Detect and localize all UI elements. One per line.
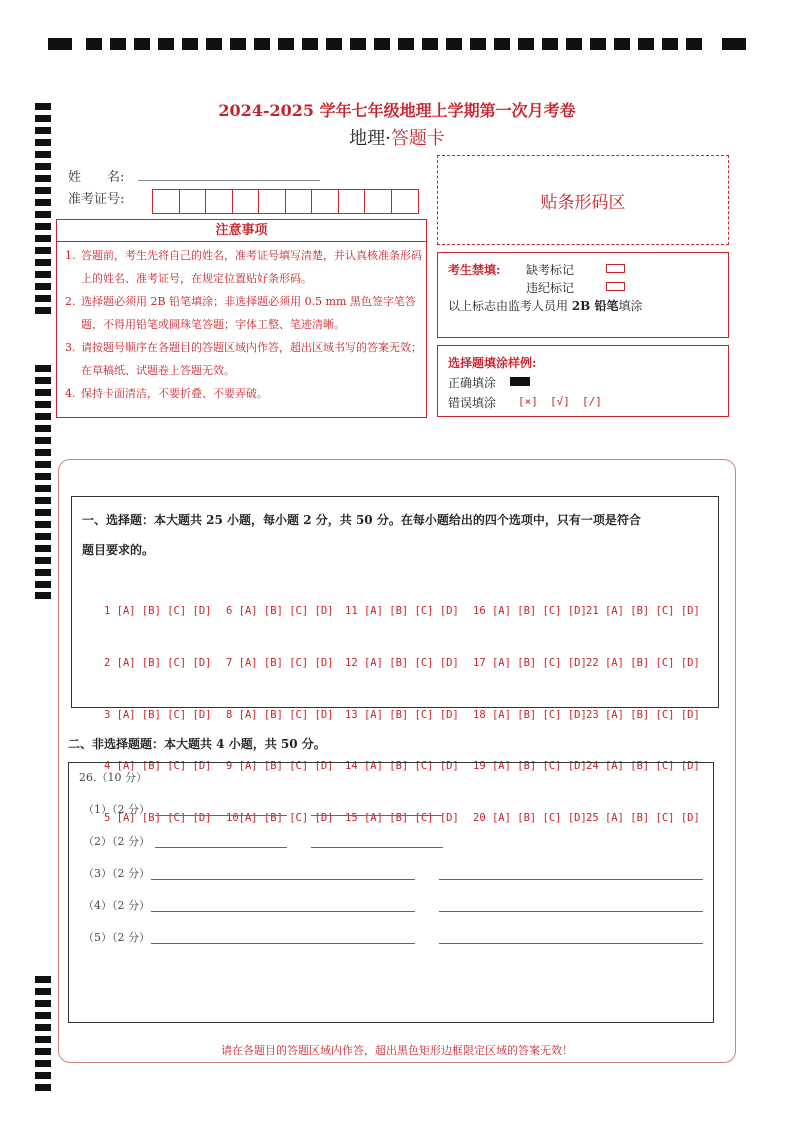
- mc-question-row[interactable]: 8 [A] [B] [C] [D]: [226, 708, 334, 721]
- part-label: （3）（2 分）: [83, 867, 150, 880]
- exam-id-boxes[interactable]: [152, 189, 419, 214]
- question-26-label: 26.（10 分）: [79, 771, 147, 784]
- mc-question-row[interactable]: 14 [A] [B] [C] [D]: [345, 760, 459, 773]
- id-digit-box[interactable]: [180, 190, 207, 213]
- id-digit-box[interactable]: [206, 190, 233, 213]
- part-label: （5）（2 分）: [83, 931, 150, 944]
- footer-warning: 请在各题目的答题区域内作答，超出黑色矩形边框限定区域的答案无效！: [221, 1044, 573, 1057]
- mc-question-row[interactable]: 24 [A] [B] [C] [D]: [586, 760, 700, 773]
- id-digit-box[interactable]: [365, 190, 392, 213]
- top-timing-marks: [48, 38, 746, 52]
- notice-item: 2. 选择题必须用 2B 铅笔填涂；非选择题必须用 0.5 mm 黑色签字笔答题，不得用铅笔或圆珠笔答题；字体工整、笔迹清晰。: [65, 295, 416, 331]
- mc-question-row[interactable]: 21 [A] [B] [C] [D]: [586, 605, 700, 618]
- notice-box: [56, 219, 427, 418]
- mc-question-row[interactable]: 15 [A] [B] [C] [D]: [345, 811, 459, 824]
- mc-question-row[interactable]: 6 [A] [B] [C] [D]: [226, 605, 334, 618]
- wrong-fill-mark: [√]: [550, 395, 570, 408]
- mc-question-row[interactable]: 3 [A] [B] [C] [D]: [104, 708, 212, 721]
- ban-label: 考生禁填:: [448, 263, 501, 277]
- answer-line[interactable]: [439, 911, 703, 912]
- id-digit-box[interactable]: [153, 190, 180, 213]
- notice-item: 1. 答题前，考生先将自己的姓名，准考证号填写清楚，并认真核准条形码上的姓名、准考证号，在规定位置贴好条形码。: [65, 249, 422, 285]
- subject-label: 地理·: [349, 128, 391, 149]
- mc-question-row[interactable]: 23 [A] [B] [C] [D]: [586, 708, 700, 721]
- answer-line[interactable]: [151, 943, 415, 944]
- exam-id-label: 准考证号:: [68, 192, 125, 207]
- correct-fill-mark: [510, 377, 530, 386]
- mc-question-row[interactable]: 9 [A] [B] [C] [D]: [226, 760, 334, 773]
- correct-fill-label: 正确填涂: [448, 376, 497, 390]
- barcode-area-label: 贴条形码区: [540, 192, 626, 213]
- id-digit-box[interactable]: [286, 190, 313, 213]
- answer-line[interactable]: [439, 879, 703, 880]
- answer-line[interactable]: [155, 847, 287, 848]
- fill-sample-box: [437, 345, 729, 417]
- sample-title: 选择题填涂样例:: [448, 356, 537, 370]
- mc-question-row[interactable]: 22 [A] [B] [C] [D]: [586, 657, 700, 670]
- mc-instruction-line2: 题目要求的。: [82, 543, 155, 557]
- violation-mark-label: 违纪标记: [526, 281, 575, 295]
- mc-question-row[interactable]: 16 [A] [B] [C] [D]: [473, 605, 587, 618]
- id-digit-box[interactable]: [312, 190, 339, 213]
- answer-card-label: 答题卡: [390, 128, 445, 149]
- part-label: （4）（2 分）: [83, 899, 150, 912]
- mc-instruction-line1: 一、选择题：本大题共 25 小题，每小题 2 分，共 50 分。在每小题给出的四个选项中，只有一项是符合: [82, 513, 641, 527]
- answer-line[interactable]: [439, 943, 703, 944]
- name-label: 姓 名:: [68, 170, 125, 185]
- name-field[interactable]: [138, 180, 320, 181]
- examiner-only-box: [437, 252, 729, 338]
- absent-mark-label: 缺考标记: [526, 263, 575, 277]
- mc-question-row[interactable]: 7 [A] [B] [C] [D]: [226, 657, 334, 670]
- id-digit-box[interactable]: [233, 190, 260, 213]
- notice-item: 3. 请按题号顺序在各题目的答题区域内作答，超出区域书写的答案无效；在草稿纸、试题卷上答题无效。: [65, 341, 422, 377]
- id-digit-box[interactable]: [392, 190, 419, 213]
- non-choice-section-title: 二、非选择题题：本大题共 4 小题，共 50 分。: [68, 737, 326, 751]
- mc-question-row[interactable]: 25 [A] [B] [C] [D]: [586, 811, 700, 824]
- part-label: （1）（2 分）: [83, 803, 150, 816]
- absent-mark-box[interactable]: [606, 264, 625, 273]
- part-label: （2）（2 分）: [83, 835, 150, 848]
- answer-line[interactable]: [151, 911, 415, 912]
- id-digit-box[interactable]: [339, 190, 366, 213]
- ban-note: 以上标志由监考人员用 2B 铅笔填涂: [448, 299, 643, 313]
- card-subtitle: [0, 124, 794, 150]
- mc-question-row[interactable]: 12 [A] [B] [C] [D]: [345, 657, 459, 670]
- mc-question-row[interactable]: 5 [A] [B] [C] [D]: [104, 811, 212, 824]
- mc-question-row[interactable]: 13 [A] [B] [C] [D]: [345, 708, 459, 721]
- id-digit-box[interactable]: [259, 190, 286, 213]
- mc-question-row[interactable]: 20 [A] [B] [C] [D]: [473, 811, 587, 824]
- barcode-area: [437, 155, 729, 245]
- question-26-box: [68, 762, 714, 1023]
- answer-line[interactable]: [311, 847, 443, 848]
- mc-question-row[interactable]: 11 [A] [B] [C] [D]: [345, 605, 459, 618]
- wrong-fill-mark: [/]: [582, 395, 602, 408]
- exam-title: 2024-2025 学年七年级地理上学期第一次月考卷: [218, 101, 576, 120]
- mc-question-row[interactable]: 17 [A] [B] [C] [D]: [473, 657, 587, 670]
- mc-question-row[interactable]: 19 [A] [B] [C] [D]: [473, 760, 587, 773]
- answer-line[interactable]: [311, 815, 443, 816]
- mc-question-row[interactable]: 2 [A] [B] [C] [D]: [104, 657, 212, 670]
- mc-question-row[interactable]: 18 [A] [B] [C] [D]: [473, 708, 587, 721]
- mc-question-row[interactable]: 4 [A] [B] [C] [D]: [104, 760, 212, 773]
- answer-line[interactable]: [155, 815, 287, 816]
- notice-title: 注意事项: [57, 220, 426, 242]
- notice-item: 4. 保持卡面清洁，不要折叠、不要弄破。: [65, 387, 268, 400]
- violation-mark-box[interactable]: [606, 282, 625, 291]
- mc-question-row[interactable]: 1 [A] [B] [C] [D]: [104, 605, 212, 618]
- answer-line[interactable]: [151, 879, 415, 880]
- wrong-fill-label: 错误填涂: [448, 396, 497, 410]
- wrong-fill-mark: [×]: [518, 395, 538, 408]
- mc-question-row[interactable]: 10[A] [B] [C] [D]: [226, 811, 334, 824]
